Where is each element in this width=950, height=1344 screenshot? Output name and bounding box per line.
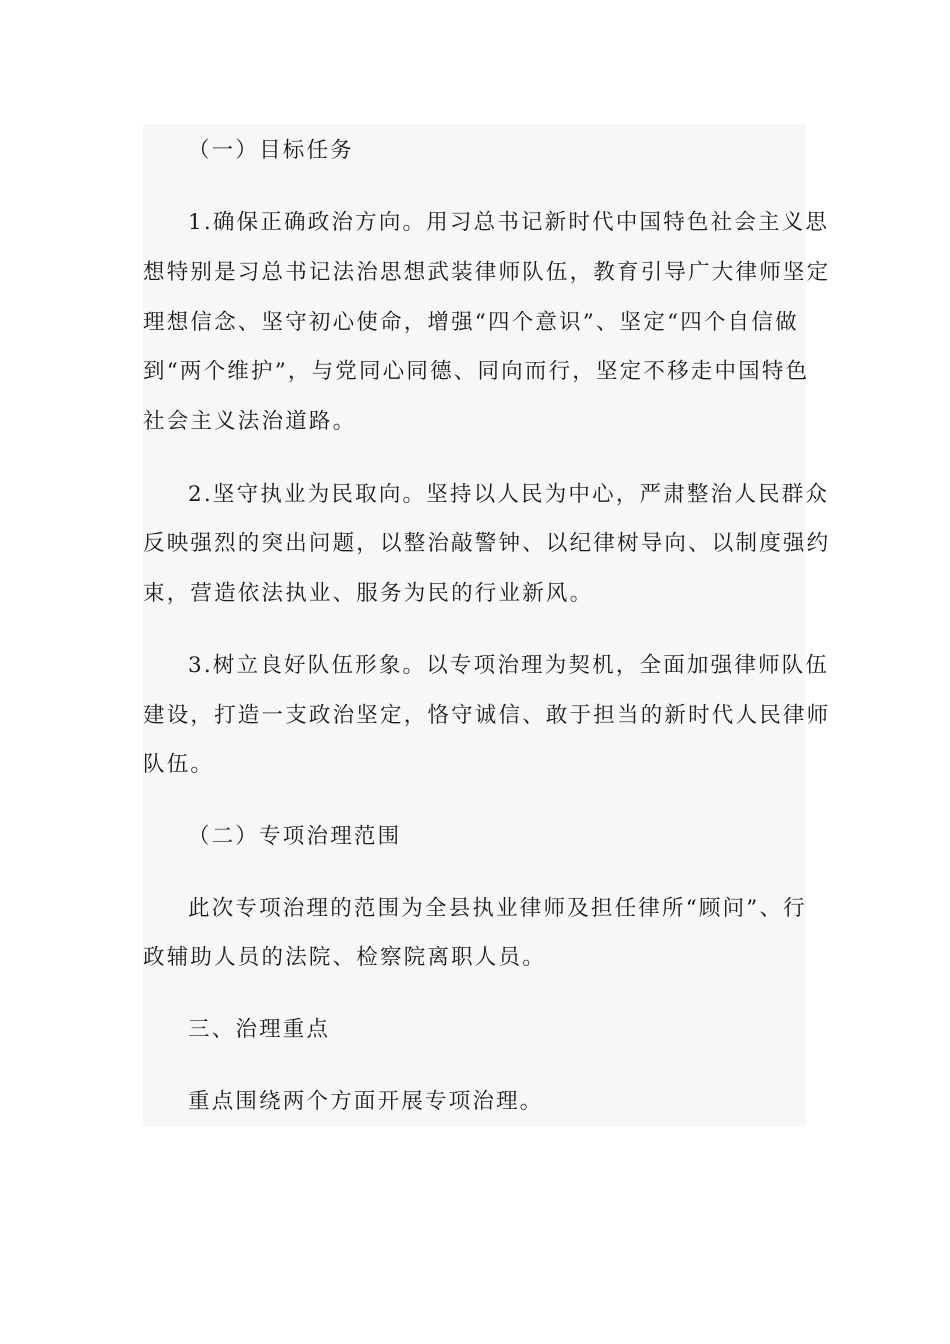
goal-2-line-1: 2.坚守执业为民取向。坚持以人民为中心，严肃整治人民群众: [188, 482, 830, 507]
section-heading-scope: （二）专项治理范围: [188, 824, 402, 849]
section-heading-focus: 三、治理重点: [188, 1017, 331, 1042]
goal-3-line-3: 队伍。: [143, 752, 215, 777]
goal-1-line-1: 1.确保正确政治方向。用习总书记新时代中国特色社会主义思: [188, 210, 830, 235]
goal-2-line-2: 反映强烈的突出问题，以整治敲警钟、以纪律树导向、以制度强约: [143, 531, 831, 556]
focus-intro: 重点围绕两个方面开展专项治理。: [188, 1089, 544, 1114]
goal-3-line-1: 3.树立良好队伍形象。以专项治理为契机，全面加强律师队伍: [188, 653, 830, 678]
scope-line-2: 政辅助人员的法院、检察院离职人员。: [143, 945, 546, 970]
goal-1-line-2: 想特别是习总书记法治思想武装律师队伍，教育引导广大律师坚定: [143, 260, 831, 285]
section-heading-goals: （一）目标任务: [188, 138, 354, 163]
goal-2-line-3: 束，营造依法执业、服务为民的行业新风。: [143, 581, 594, 606]
scope-line-1: 此次专项治理的范围为全县执业律师及担任律所“顾问”、行: [188, 896, 807, 921]
goal-1-line-4: 到“两个维护”，与党同心同德、同向而行，坚定不移走中国特色: [143, 359, 810, 384]
goal-1-line-5: 社会主义法治道路。: [143, 409, 357, 434]
goal-1-line-3: 理想信念、坚守初心使命，增强“四个意识”、坚定“四个自信做: [143, 310, 799, 335]
document-page: [143, 124, 831, 1127]
goal-3-line-2: 建设，打造一支政治坚定，恪守诚信、敢于担当的新时代人民律师: [143, 703, 831, 728]
